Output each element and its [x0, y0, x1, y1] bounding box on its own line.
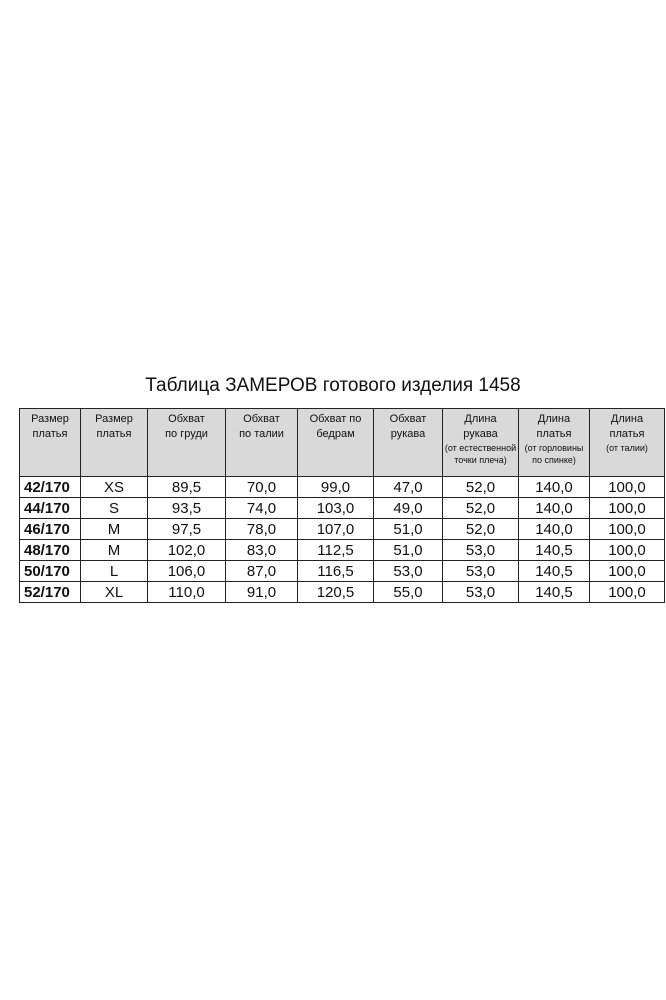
header-line: платья — [609, 428, 645, 440]
header-line: Размер — [31, 413, 69, 425]
table-cell: 52/170 — [20, 582, 81, 603]
table-cell: 53,0 — [443, 582, 519, 603]
header-cell-sleeve-girth — [374, 409, 443, 477]
table-row — [20, 540, 665, 561]
header-row — [20, 409, 665, 477]
table-cell: 140,5 — [519, 540, 590, 561]
table-cell: 83,0 — [226, 540, 298, 561]
table-cell: 46/170 — [20, 519, 81, 540]
table-cell: 42/170 — [20, 477, 81, 498]
table-cell: 116,5 — [298, 561, 374, 582]
table-cell: 140,0 — [519, 498, 590, 519]
table-cell: 52,0 — [443, 477, 519, 498]
table-row — [20, 519, 665, 540]
header-line: Обхват — [389, 413, 427, 425]
measurements-table — [19, 408, 665, 603]
table-cell: 140,0 — [519, 477, 590, 498]
header-cell-chest — [148, 409, 226, 477]
table-cell: 100,0 — [590, 519, 665, 540]
table-row — [20, 561, 665, 582]
header-line: рукава — [390, 428, 426, 440]
table-cell: 50/170 — [20, 561, 81, 582]
header-line: Обхват — [168, 413, 205, 425]
header-line: по талии — [239, 428, 284, 440]
table-cell: XS — [81, 477, 148, 498]
header-line: Длина — [464, 413, 497, 425]
header-note: (от талии) — [606, 443, 648, 453]
header-note: (от горловины по спинке) — [524, 443, 584, 465]
table-cell: 47,0 — [374, 477, 443, 498]
table-cell: M — [81, 519, 148, 540]
table-cell: 52,0 — [443, 498, 519, 519]
table-cell: 93,5 — [148, 498, 226, 519]
header-cell-size-ru — [20, 409, 81, 477]
table-cell: XL — [81, 582, 148, 603]
table-row — [20, 477, 665, 498]
table-cell: 53,0 — [374, 561, 443, 582]
table-cell: L — [81, 561, 148, 582]
table-cell: 74,0 — [226, 498, 298, 519]
table-cell: 49,0 — [374, 498, 443, 519]
table-cell: 48/170 — [20, 540, 81, 561]
header-line: платья — [536, 428, 572, 440]
table-cell: M — [81, 540, 148, 561]
table-cell: 44/170 — [20, 498, 81, 519]
table-row — [20, 582, 665, 603]
table-cell: 53,0 — [443, 540, 519, 561]
header-cell-dress-length-waist — [590, 409, 665, 477]
header-cell-dress-length-neck — [519, 409, 590, 477]
table-cell: 99,0 — [298, 477, 374, 498]
table-cell: 87,0 — [226, 561, 298, 582]
header-line: платья — [96, 428, 132, 440]
table-row — [20, 498, 665, 519]
header-line: Размер — [95, 413, 133, 425]
table-cell: 100,0 — [590, 498, 665, 519]
table-cell: 120,5 — [298, 582, 374, 603]
header-line: рукава — [463, 428, 498, 440]
header-note: (от естественной точки плеча) — [444, 443, 517, 465]
table-cell: 53,0 — [443, 561, 519, 582]
table-cell: 102,0 — [148, 540, 226, 561]
table-cell: 110,0 — [148, 582, 226, 603]
table-cell: 112,5 — [298, 540, 374, 561]
table-cell: 51,0 — [374, 519, 443, 540]
table-cell: 97,5 — [148, 519, 226, 540]
header-cell-waist — [226, 409, 298, 477]
table-title: Таблица ЗАМЕРОВ готового изделия 1458 — [145, 375, 521, 396]
header-cell-size-letter — [81, 409, 148, 477]
table-cell: S — [81, 498, 148, 519]
table-cell: 103,0 — [298, 498, 374, 519]
table-cell: 100,0 — [590, 582, 665, 603]
table-cell: 52,0 — [443, 519, 519, 540]
table-cell: 106,0 — [148, 561, 226, 582]
table-cell: 140,0 — [519, 519, 590, 540]
table-cell: 107,0 — [298, 519, 374, 540]
header-line: Длина — [610, 413, 644, 425]
table-cell: 100,0 — [590, 540, 665, 561]
header-line: Обхват — [243, 413, 280, 425]
table-cell: 51,0 — [374, 540, 443, 561]
header-line: Длина — [537, 413, 571, 425]
header-line: по груди — [165, 428, 208, 440]
header-cell-sleeve-length — [443, 409, 519, 477]
table-cell: 100,0 — [590, 477, 665, 498]
table-cell: 140,5 — [519, 561, 590, 582]
table-cell: 100,0 — [590, 561, 665, 582]
header-cell-hips — [298, 409, 374, 477]
header-line: Обхват по — [309, 413, 362, 425]
table-cell: 140,5 — [519, 582, 590, 603]
table-cell: 55,0 — [374, 582, 443, 603]
header-line: бедрам — [316, 428, 355, 440]
header-line: платья — [32, 428, 68, 440]
table-cell: 78,0 — [226, 519, 298, 540]
table-cell: 89,5 — [148, 477, 226, 498]
table-cell: 91,0 — [226, 582, 298, 603]
table-cell: 70,0 — [226, 477, 298, 498]
